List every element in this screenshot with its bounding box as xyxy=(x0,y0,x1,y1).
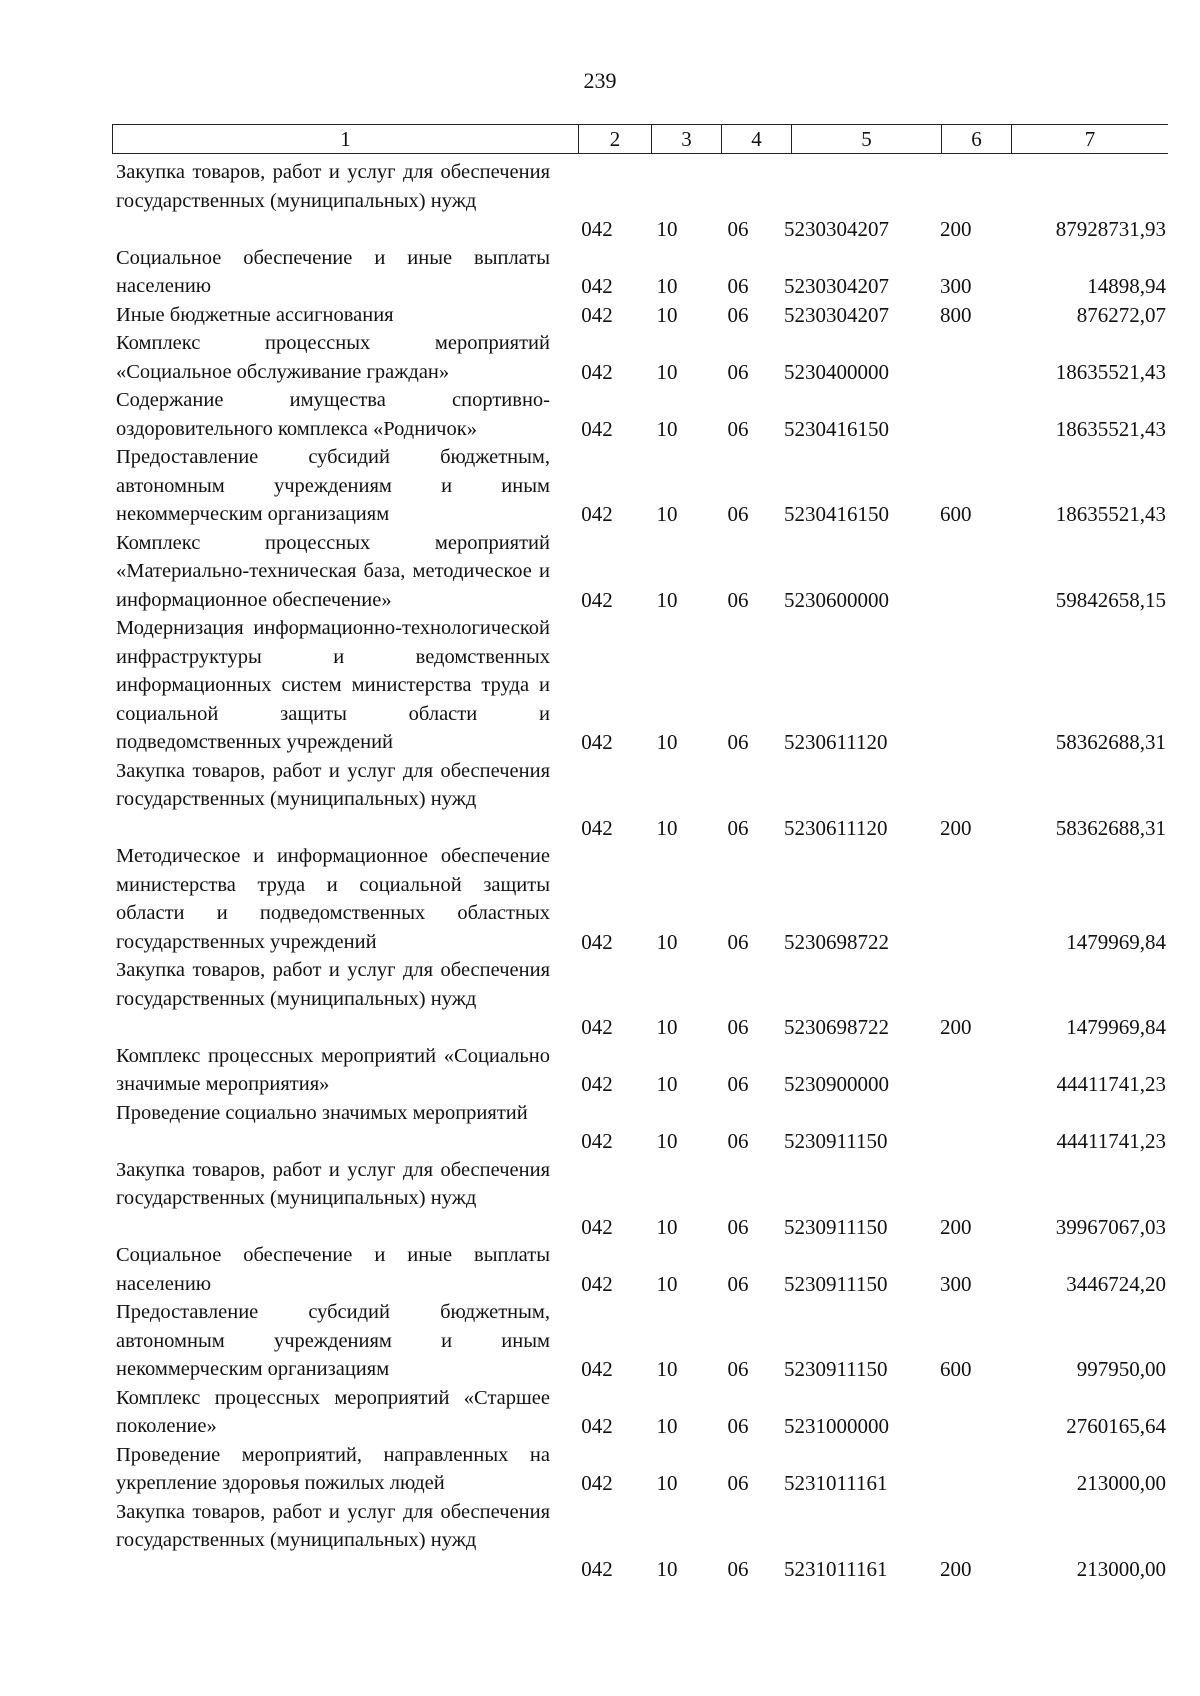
row-target-article: 5230416150 xyxy=(784,416,889,441)
row-amount: 44411741,23 xyxy=(1056,1072,1166,1096)
row-amount: 1479969,84 xyxy=(1066,929,1166,954)
table-body xyxy=(0,158,1200,1583)
row-description: Комплекс процессных мероприятий «Материально-техническая база, методическое и информационное обеспечение» xyxy=(116,531,550,611)
row-subdivision-code: 06 xyxy=(727,1471,749,1495)
row-subdivision-code: 06 xyxy=(727,1357,749,1381)
row-amount: 213000,00 xyxy=(1076,1471,1166,1495)
row-expense-type: 300 xyxy=(940,274,972,298)
row-target-article: 5230911150 xyxy=(784,1271,888,1296)
row-amount: 2760165,64 xyxy=(1066,1414,1166,1438)
row-target-article: 5230911150 xyxy=(784,1357,888,1381)
row-section-code: 042 xyxy=(581,1072,613,1096)
row-expense-type: 200 xyxy=(940,815,972,840)
row-subdivision-code: 06 xyxy=(727,1072,749,1096)
row-description: Закупка товаров, работ и услуг для обеспечения государственных (муниципальных) нужд xyxy=(116,1158,550,1209)
header-col-2: 2 xyxy=(578,125,651,153)
header-col-3: 3 xyxy=(651,125,721,153)
row-section-code: 042 xyxy=(581,217,613,241)
row-target-article: 5230911150 xyxy=(784,1129,888,1153)
row-expense-type: 200 xyxy=(940,1556,972,1581)
row-target-article: 5230900000 xyxy=(784,1072,889,1096)
row-expense-type: 300 xyxy=(940,1271,972,1296)
header-col-1: 1 xyxy=(112,125,578,153)
row-target-article: 5230304207 xyxy=(784,274,889,298)
row-division-code: 10 xyxy=(656,1471,678,1495)
row-amount: 59842658,15 xyxy=(1055,587,1166,612)
row-section-code: 042 xyxy=(581,730,613,754)
row-subdivision-code: 06 xyxy=(727,1129,749,1153)
row-division-code: 10 xyxy=(656,359,678,384)
table-header xyxy=(112,124,1168,154)
row-description: Закупка товаров, работ и услуг для обеспечения государственных (муниципальных) нужд xyxy=(116,1500,550,1551)
row-section-code: 042 xyxy=(581,1357,613,1381)
row-description: Предоставление субсидий бюджетным, автономным учреждениям и иным некоммерческим организациям xyxy=(116,446,550,525)
row-section-code: 042 xyxy=(581,302,613,327)
table-row xyxy=(0,158,1200,244)
row-description: Модернизация информационно-технологической инфраструктуры и ведомственных информационных систем министерства труда и социальной защиты области и подведомственных учреждений xyxy=(116,617,550,753)
table-row xyxy=(0,386,1200,443)
row-amount: 213000,00 xyxy=(1076,1556,1166,1581)
row-target-article: 5230416150 xyxy=(784,502,889,526)
row-subdivision-code: 06 xyxy=(727,1271,749,1296)
row-subdivision-code: 06 xyxy=(727,1214,749,1239)
row-amount: 1479969,84 xyxy=(1066,1015,1166,1039)
row-subdivision-code: 06 xyxy=(727,1556,749,1581)
row-amount: 39967067,03 xyxy=(1055,1214,1166,1239)
row-section-code: 042 xyxy=(581,1271,613,1296)
row-target-article: 5230400000 xyxy=(784,359,889,384)
row-expense-type: 600 xyxy=(940,502,972,526)
table-row xyxy=(0,1099,1200,1156)
row-division-code: 10 xyxy=(656,1556,678,1581)
table-row xyxy=(0,301,1200,330)
row-description: Комплекс процессных мероприятий «Старшее поколение» xyxy=(116,1386,550,1437)
row-target-article: 5230698722 xyxy=(784,929,889,954)
row-division-code: 10 xyxy=(656,1271,678,1296)
row-division-code: 10 xyxy=(656,929,678,954)
row-division-code: 10 xyxy=(656,274,678,298)
row-division-code: 10 xyxy=(656,1214,678,1239)
table-row xyxy=(0,757,1200,843)
table-row xyxy=(0,614,1200,757)
row-description: Методическое и информационное обеспечение министерства труда и социальной защиты области и подведомственных областных государственных учреждений xyxy=(116,845,550,953)
row-section-code: 042 xyxy=(581,1414,613,1438)
row-description: Закупка товаров, работ и услуг для обеспечения государственных (муниципальных) нужд xyxy=(116,959,550,1010)
row-expense-type: 200 xyxy=(940,217,972,241)
row-description: Предоставление субсидий бюджетным, автономным учреждениям и иным некоммерческим организациям xyxy=(116,1301,550,1380)
row-target-article: 5230600000 xyxy=(784,587,889,612)
row-division-code: 10 xyxy=(656,217,678,241)
row-subdivision-code: 06 xyxy=(727,815,749,840)
table-row xyxy=(0,329,1200,386)
table-row xyxy=(0,1042,1200,1099)
row-division-code: 10 xyxy=(656,730,678,754)
row-amount: 44411741,23 xyxy=(1056,1129,1166,1153)
row-expense-type: 600 xyxy=(940,1357,972,1381)
row-description: Комплекс процессных мероприятий «Социальное обслуживание граждан» xyxy=(116,332,550,383)
row-target-article: 5230611120 xyxy=(784,815,888,840)
row-description: Комплекс процессных мероприятий «Социально значимые мероприятия» xyxy=(116,1044,550,1095)
row-subdivision-code: 06 xyxy=(727,274,749,298)
row-amount: 3446724,20 xyxy=(1066,1271,1166,1296)
page-number: 239 xyxy=(583,68,617,93)
row-expense-type: 200 xyxy=(940,1214,972,1239)
row-amount: 18635521,43 xyxy=(1055,416,1166,441)
row-section-code: 042 xyxy=(581,815,613,840)
table-row xyxy=(0,443,1200,529)
row-amount: 58362688,31 xyxy=(1055,730,1166,754)
row-division-code: 10 xyxy=(656,1072,678,1096)
row-division-code: 10 xyxy=(656,1414,678,1438)
row-division-code: 10 xyxy=(656,815,678,840)
row-description: Социальное обеспечение и иные выплаты населению xyxy=(116,1244,550,1295)
row-description: Иные бюджетные ассигнования xyxy=(116,303,394,326)
table-row xyxy=(0,842,1200,956)
row-section-code: 042 xyxy=(581,587,613,612)
row-subdivision-code: 06 xyxy=(727,730,749,754)
row-subdivision-code: 06 xyxy=(727,416,749,441)
table-row xyxy=(0,1298,1200,1384)
row-expense-type: 200 xyxy=(940,1015,972,1039)
row-division-code: 10 xyxy=(656,587,678,612)
header-col-6: 6 xyxy=(941,125,1011,153)
row-target-article: 5230698722 xyxy=(784,1015,889,1039)
row-subdivision-code: 06 xyxy=(727,302,749,327)
row-section-code: 042 xyxy=(581,1556,613,1581)
row-section-code: 042 xyxy=(581,1129,613,1153)
table-row xyxy=(0,1156,1200,1242)
row-target-article: 5231011161 xyxy=(784,1471,888,1495)
header-col-7: 7 xyxy=(1011,125,1168,153)
row-subdivision-code: 06 xyxy=(727,502,749,526)
row-description: Закупка товаров, работ и услуг для обеспечения государственных (муниципальных) нужд xyxy=(116,161,550,212)
row-amount: 58362688,31 xyxy=(1055,815,1166,840)
row-description: Содержание имущества спортивно-оздоровительного комплекса «Родничок» xyxy=(116,389,550,440)
row-division-code: 10 xyxy=(656,1129,678,1153)
row-description: Закупка товаров, работ и услуг для обеспечения государственных (муниципальных) нужд xyxy=(116,759,550,810)
table-row xyxy=(0,1384,1200,1441)
row-subdivision-code: 06 xyxy=(727,1414,749,1438)
row-target-article: 5230304207 xyxy=(784,302,889,327)
header-col-5: 5 xyxy=(791,125,941,153)
table-row xyxy=(0,1441,1200,1498)
row-amount: 997950,00 xyxy=(1076,1357,1166,1381)
row-target-article: 5230911150 xyxy=(784,1214,888,1239)
row-section-code: 042 xyxy=(581,359,613,384)
row-division-code: 10 xyxy=(656,1357,678,1381)
row-amount: 18635521,43 xyxy=(1055,502,1166,526)
row-subdivision-code: 06 xyxy=(727,359,749,384)
row-section-code: 042 xyxy=(581,416,613,441)
row-target-article: 5230611120 xyxy=(784,730,888,754)
row-division-code: 10 xyxy=(656,302,678,327)
row-amount: 18635521,43 xyxy=(1055,359,1166,384)
row-division-code: 10 xyxy=(656,1015,678,1039)
row-target-article: 5231011161 xyxy=(784,1556,888,1581)
row-amount: 87928731,93 xyxy=(1055,217,1166,241)
row-division-code: 10 xyxy=(656,502,678,526)
row-section-code: 042 xyxy=(581,1015,613,1039)
row-subdivision-code: 06 xyxy=(727,929,749,954)
row-section-code: 042 xyxy=(581,274,613,298)
row-amount: 876272,07 xyxy=(1076,302,1166,327)
row-subdivision-code: 06 xyxy=(727,1015,749,1039)
row-subdivision-code: 06 xyxy=(727,587,749,612)
row-section-code: 042 xyxy=(581,929,613,954)
row-target-article: 5230304207 xyxy=(784,217,889,241)
row-section-code: 042 xyxy=(581,1471,613,1495)
table-row xyxy=(0,956,1200,1042)
row-section-code: 042 xyxy=(581,502,613,526)
row-amount: 14898,94 xyxy=(1087,274,1166,298)
row-description: Проведение мероприятий, направленных на укрепление здоровья пожилых людей xyxy=(116,1443,550,1494)
row-expense-type: 800 xyxy=(940,302,972,327)
table-row xyxy=(0,529,1200,615)
row-target-article: 5231000000 xyxy=(784,1414,889,1438)
row-subdivision-code: 06 xyxy=(727,217,749,241)
row-section-code: 042 xyxy=(581,1214,613,1239)
row-description: Проведение социально значимых мероприятий xyxy=(116,1101,528,1124)
table-row xyxy=(0,244,1200,301)
table-row xyxy=(0,1241,1200,1298)
row-division-code: 10 xyxy=(656,416,678,441)
header-col-4: 4 xyxy=(721,125,791,153)
table-row xyxy=(0,1498,1200,1584)
row-description: Социальное обеспечение и иные выплаты населению xyxy=(116,246,550,297)
